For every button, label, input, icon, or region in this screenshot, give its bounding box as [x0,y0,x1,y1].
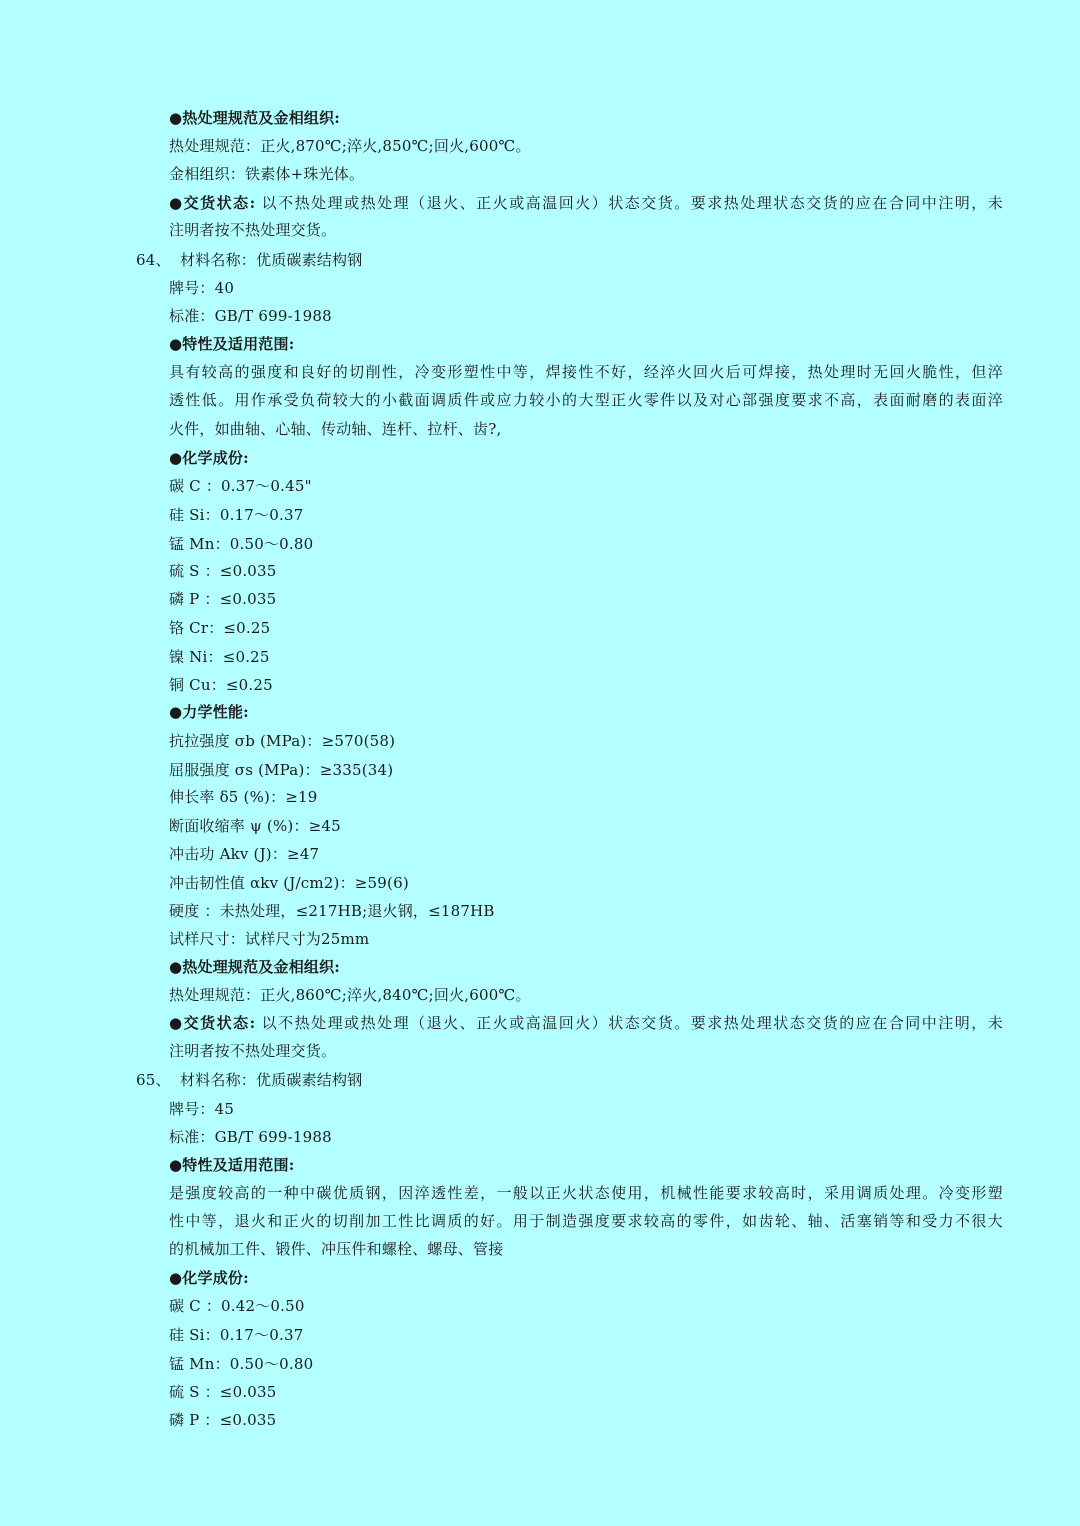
delivery-line-2: 注明者按不热处理交货。 [169,221,337,239]
mechanical-item: 抗拉强度 σb (MPa)：≥570(58) [169,732,396,750]
heat-treatment-spec: 热处理规范：正火,860℃;淬火,840℃;回火,600℃。 [169,986,531,1004]
section-heading-chemistry: ●化学成份: [169,449,249,467]
features-line: 透性低。用作承受负荷较大的小截面调质件或应力较小的大型正火零件以及对心部强度要求不高，表面耐磨的表面淬 [169,391,1003,409]
chemistry-item: 硫 S ：≤0.035 [169,1383,277,1401]
material-name: 材料名称：优质碳素结构钢 [180,251,363,269]
mechanical-item: 断面收缩率 ψ (%)：≥45 [169,817,341,835]
chemistry-item: 锰 Mn：0.50～0.80 [169,1355,314,1373]
chemistry-item: 锰 Mn：0.50～0.80 [169,535,314,553]
section-heading-features: ●特性及适用范围: [169,335,295,353]
section-heading-heat-treatment: ●热处理规范及金相组织: [169,958,341,976]
standard: 标准：GB/T 699-1988 [169,1128,332,1146]
features-line: 的机械加工件、锻件、冲压件和螺栓、螺母、管接 [169,1240,504,1258]
entry-number: 65、 [136,1071,171,1089]
delivery-line-1 [169,1013,1003,1033]
microstructure: 金相组织：铁素体+珠光体。 [169,165,365,183]
delivery-line-2: 注明者按不热处理交货。 [169,1042,337,1060]
chemistry-item: 碳 C ：0.37～0.45" [169,477,312,495]
delivery-label: ●交货状态: [169,194,256,212]
chemistry-item: 铜 Cu：≤0.25 [169,676,273,694]
chemistry-item: 硅 Si：0.17～0.37 [169,1326,304,1344]
grade: 牌号：45 [169,1100,235,1118]
grade: 牌号：40 [169,279,235,297]
chemistry-item: 硫 S ：≤0.035 [169,562,277,580]
chemistry-item: 磷 P ：≤0.035 [169,590,277,608]
features-line: 火件，如曲轴、心轴、传动轴、连杆、拉杆、齿?, [169,420,502,438]
section-heading-features: ●特性及适用范围: [169,1156,295,1174]
chemistry-item: 铬 Cr：≤0.25 [169,619,271,637]
standard: 标准：GB/T 699-1988 [169,307,332,325]
section-heading-chemistry: ●化学成份: [169,1269,249,1287]
mechanical-item: 冲击韧性值 αkv (J/cm2)：≥59(6) [169,874,409,892]
mechanical-item: 试样尺寸：试样尺寸为25mm [169,930,370,948]
delivery-label: ●交货状态: [169,1014,256,1032]
features-line: 是强度较高的一种中碳优质钢，因淬透性差，一般以正火状态使用，机械性能要求较高时，采用调质处理。冷变形塑 [169,1184,1003,1202]
section-heading-mechanical: ●力学性能: [169,703,249,721]
mechanical-item: 冲击功 Akv (J)：≥47 [169,845,320,863]
mechanical-item: 硬度 ：未热处理，≤217HB;退火钢，≤187HB [169,902,495,920]
chemistry-item: 镍 Ni：≤0.25 [169,648,270,666]
entry-number: 64、 [136,251,171,269]
chemistry-item: 磷 P ：≤0.035 [169,1411,277,1429]
chemistry-item: 碳 C ：0.42～0.50 [169,1297,305,1315]
delivery-line-1 [169,193,1003,213]
mechanical-item: 伸长率 δ5 (%)：≥19 [169,788,318,806]
chemistry-item: 硅 Si：0.17～0.37 [169,506,304,524]
features-line: 具有较高的强度和良好的切削性，冷变形塑性中等，焊接性不好，经淬火回火后可焊接，热处理时无回火脆性，但淬 [169,363,1003,381]
mechanical-item: 屈服强度 σs (MPa)：≥335(34) [169,761,394,779]
heat-treatment-spec: 热处理规范：正火,870℃;淬火,850℃;回火,600℃。 [169,137,531,155]
section-heading-heat-treatment: ●热处理规范及金相组织: [169,109,341,127]
material-name: 材料名称：优质碳素结构钢 [180,1071,363,1089]
delivery-text: 以不热处理或热处理（退火、正火或高温回火）状态交货。要求热处理状态交货的应在合同中注明，未 [255,1014,1004,1032]
features-line: 性中等，退火和正火的切削加工性比调质的好。用于制造强度要求较高的零件，如齿轮、轴、活塞销等和受力不很大 [169,1212,1003,1230]
delivery-text: 以不热处理或热处理（退火、正火或高温回火）状态交货。要求热处理状态交货的应在合同中注明，未 [255,194,1004,212]
